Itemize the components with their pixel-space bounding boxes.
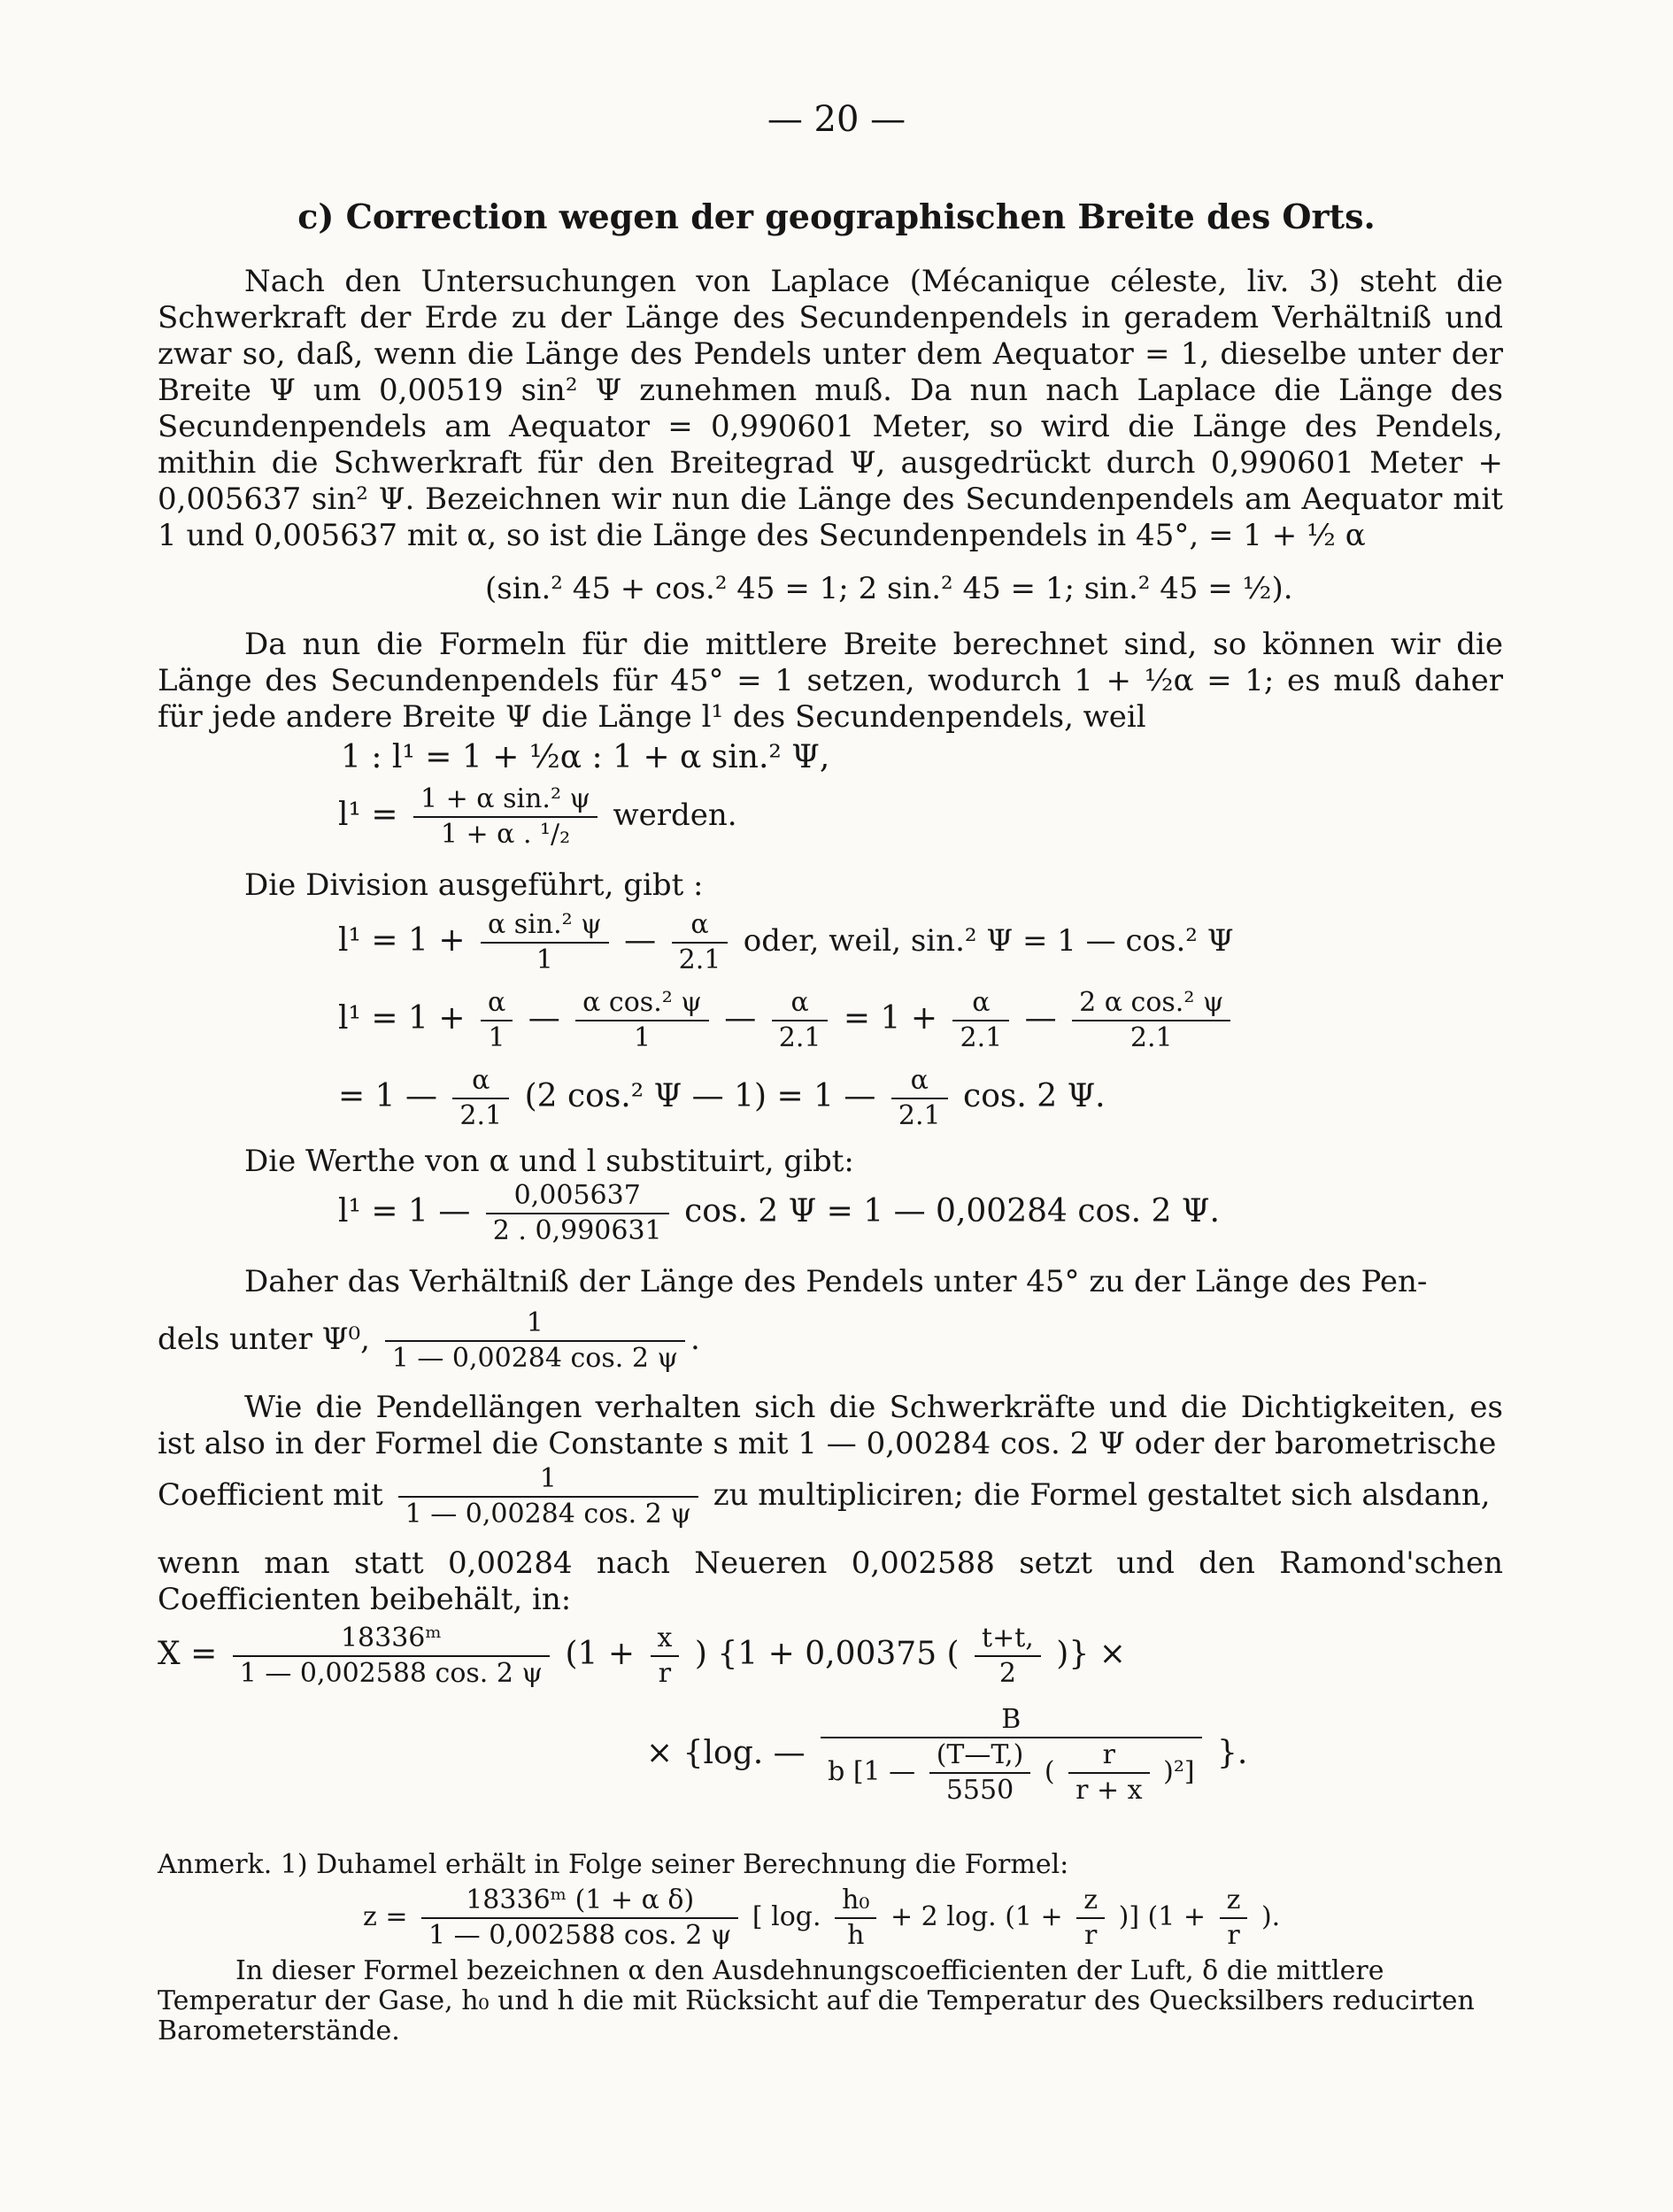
fraction: B b [1 — $\frac{(T—T,)}{5550}$ ( $\frac{r}{r + x}$ )²]	[821, 1707, 1201, 1804]
equation-simplified: = 1 — $\frac{\alpha}{2.1}$ (2 cos.² Ψ — 1) = 1 — $\frac{\alpha}{2.1}$ cos. 2 Ψ.	[338, 1065, 1106, 1131]
fraction: $\frac{\alpha}{2.1}$	[952, 990, 1009, 1052]
fraction: $\frac{\text{α cos.² ψ}}{1}$	[575, 990, 709, 1052]
paragraph-4: Die Werthe von α und l substituirt, gibt:	[244, 1144, 854, 1179]
fraction: $\frac{0,005637}{2 . 0,990631}$	[486, 1183, 669, 1245]
main-formula-line-2: × {log. — B b [1 — $\frac{(T—T,)}{5550}$ ( $\frac{r}{r + x}$ )²] }.	[646, 1704, 1248, 1806]
paragraph-1: Nach den Untersuchungen von Laplace (Mécanique céleste, liv. 3) steht die Schwerkraft der Erde zu der Länge des Secundenpendels in geradem Verhältniß und zwar so, daß, wenn die Länge des Pendels unter dem Aequator = 1, dieselbe unter der Breite Ψ um 0,00519 sin² Ψ zunehmen muß. Da nun nach Laplace die Länge des Secundenpendels am Aequator = 0,990601 Meter, so wird die Länge des Pendels, mithin die Schwerkraft für den Breitegrad Ψ, ausgedrückt durch 0,990601 Meter + 0,005637 sin² Ψ. Bezeichnen wir nun die Länge des Secundenpendels am Aequator mit 1 und 0,005637 mit α, so ist die Länge des Secundenpendels in 45°, = 1 + ½ α	[158, 264, 1503, 553]
fraction: $\frac{r}{r + x}$	[1068, 1742, 1149, 1804]
paragraph-5: Daher das Verhältniß der Länge des Pendels unter 45° zu der Länge des Pen-	[244, 1264, 1428, 1299]
fraction: $\frac{\text{18336ᵐ}}{1 — 0,002588 \cos. 2 \psi}$	[233, 1625, 550, 1687]
equation-tail: werden.	[613, 798, 737, 833]
paragraph-2: Da nun die Formeln für die mittlere Breite berechnet sind, so können wir die Länge des Secundenpendels für 45° = 1 setzen, wodurch 1 + ½α = 1; es muß daher für jede andere Breite Ψ die Länge l¹ des Secundenpendels, weil	[158, 627, 1503, 735]
fraction: $\frac{\alpha}{2.1}$	[772, 990, 829, 1052]
fraction: $\frac{\text{1 + α sin.² ψ}}{\text{1 + α . ¹/₂}}$	[413, 786, 598, 848]
page-number: — 20 —	[767, 99, 906, 140]
footnote-formula: z = $\frac{\text{18336ᵐ (1 + α δ)}}{1 — 0,002588 \cos. 2 \psi}$ [ log. $\frac{\text{h₀}}{h}$ + 2 log. (1 + $\frac{z}{r}$ )] (1 + $\frac{z}{r}$ ).	[363, 1884, 1281, 1951]
fraction: $\frac{\text{2 α cos.² ψ}}{2.1}$	[1072, 990, 1230, 1052]
fraction: $\frac{t+t,}{2}$	[975, 1625, 1041, 1687]
fraction: $\frac{1}{1 — 0,00284 \cos. 2 \psi}$	[385, 1310, 685, 1372]
paragraph-6: Wie die Pendellängen verhalten sich die Schwerkräfte und die Dichtigkeiten, es ist also in der Formel die Constante s mit 1 — 0,00284 cos. 2 Ψ oder der barometrische	[158, 1390, 1503, 1461]
ratio-line: dels unter Ψ⁰, $\frac{1}{1 — 0,00284 \cos. 2 \psi}$ .	[158, 1307, 700, 1374]
paragraph-1-tail: (sin.² 45 + cos.² 45 = 1; 2 sin.² 45 = 1; sin.² 45 = ½).	[485, 571, 1293, 606]
paragraph-6-rest: wenn man statt 0,00284 nach Neueren 0,002588 setzt und den Ramond'schen Coefficienten beibehält, in:	[158, 1545, 1503, 1617]
equation-expansion: l¹ = 1 + $\frac{\alpha}{1}$ — $\frac{\text{α cos.² ψ}}{1}$ — $\frac{\alpha}{2.1}$ = 1 + $\frac{\alpha}{2.1}$ — $\frac{\text{2 α cos.² ψ}}{2.1}$	[338, 990, 1236, 1052]
fraction: $\frac{z}{r}$	[1076, 1887, 1105, 1949]
fraction: $\frac{(T—T,)}{5550}$	[929, 1742, 1031, 1804]
fraction: $\frac{x}{r}$	[651, 1625, 680, 1687]
equation-lhs: l¹ =	[338, 797, 398, 833]
fraction: $\frac{\text{α sin.² ψ}}{1}$	[481, 912, 609, 974]
fraction: $\frac{\text{18336ᵐ (1 + α δ)}}{1 — 0,002588 \cos. 2 \psi}$	[421, 1887, 738, 1949]
fraction: $\frac{z}{r}$	[1220, 1887, 1248, 1949]
paragraph-3: Die Division ausgeführt, gibt :	[244, 867, 704, 903]
bracket-denominator: b [1 — $\frac{(T—T,)}{5550}$ ( $\frac{r}{r + x}$ )²]	[828, 1739, 1195, 1806]
footnote-lead: Anmerk. 1) Duhamel erhält in Folge seiner Berechnung die Formel:	[158, 1849, 1069, 1880]
ratio-prefix: dels unter Ψ⁰,	[158, 1322, 370, 1357]
section-title: c) Correction wegen der geographischen Breite des Orts.	[297, 197, 1376, 236]
coefficient-line: Coefficient mit $\frac{1}{1 — 0,00284 \cos. 2 \psi}$ zu multipliciren; die Formel gestaltet sich alsdann,	[158, 1463, 1491, 1530]
equation-division: l¹ = 1 + $\frac{\text{α sin.² ψ}}{1}$ — $\frac{\alpha}{2.1}$ oder, weil, sin.² Ψ = 1 — cos.² Ψ	[338, 909, 1234, 975]
fraction: $\frac{1}{1 — 0,00284 \cos. 2 \psi}$	[398, 1466, 698, 1528]
equation-l1-fraction	[338, 783, 737, 850]
fraction: $\frac{\alpha}{1}$	[481, 990, 513, 1052]
equation-proportion: 1 : l¹ = 1 + ½α : 1 + α sin.² Ψ,	[341, 739, 830, 775]
fraction: $\frac{\alpha}{2.1}$	[452, 1067, 509, 1129]
footnote-text: In dieser Formel bezeichnen α den Ausdehnungscoefficienten der Luft, δ die mittlere Temperatur der Gase, h₀ und h die mit Rücksicht auf die Temperatur des Quecksilbers reducirten Barometerstände.	[158, 1955, 1475, 2046]
fraction: $\frac{\alpha}{2.1}$	[891, 1067, 948, 1129]
fraction: $\frac{\alpha}{2.1}$	[672, 912, 729, 974]
main-formula-line-1: X = $\frac{\text{18336ᵐ}}{1 — 0,002588 \cos. 2 \psi}$ (1 + $\frac{x}{r}$ ) {1 + 0,00375 ( $\frac{t+t,}{2}$ )} ×	[158, 1622, 1126, 1689]
equation-substituted: l¹ = 1 — $\frac{0,005637}{2 . 0,990631}$ cos. 2 Ψ = 1 — 0,00284 cos. 2 Ψ.	[338, 1180, 1220, 1246]
fraction: $\frac{\text{h₀}}{h}$	[835, 1887, 876, 1949]
